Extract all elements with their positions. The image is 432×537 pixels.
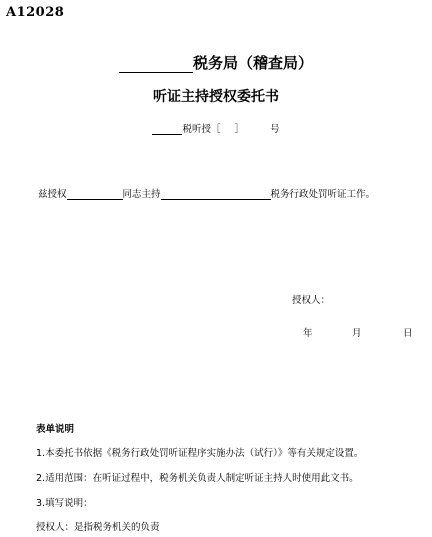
document-number	[0, 121, 432, 135]
note-item-3: 3.填写说明：	[36, 498, 93, 509]
form-code: A12028	[6, 5, 65, 20]
statement-part-3: 税务行政处罚听证工作。	[270, 189, 376, 200]
date-day-label: 日	[403, 328, 413, 339]
authorizer-label: 授权人：	[292, 295, 331, 306]
doc-number-prefix: 税听授［	[182, 124, 221, 135]
statement-part-2: 同志主持	[122, 189, 161, 200]
note-item-4: 授权人：是指税务机关的负责	[36, 522, 160, 533]
authority-title	[0, 52, 432, 73]
case-name-blank[interactable]	[161, 188, 271, 200]
date-year-label: 年	[303, 328, 313, 339]
notes-title: 表单说明	[36, 424, 75, 435]
authority-name-blank[interactable]	[119, 56, 193, 73]
date-month-label: 月	[352, 328, 362, 339]
authority-suffix: 税务局（稽查局）	[192, 54, 313, 72]
authorization-statement	[38, 186, 375, 200]
note-item-2: 2.适用范围：在听证过程中，税务机关负责人制定听证主持人时使用此文书。	[36, 473, 359, 484]
doc-number-suffix: 号	[270, 124, 280, 135]
doc-number-prefix-blank[interactable]	[152, 123, 182, 135]
statement-part-1: 兹授权	[38, 189, 67, 200]
doc-number-close: ］	[234, 124, 244, 135]
document-title: 听证主持授权委托书	[153, 89, 279, 105]
note-item-1: 1.本委托书依据《税务行政处罚听证程序实施办法（试行）》等有关规定设置。	[36, 448, 364, 459]
presider-name-blank[interactable]	[67, 188, 123, 200]
